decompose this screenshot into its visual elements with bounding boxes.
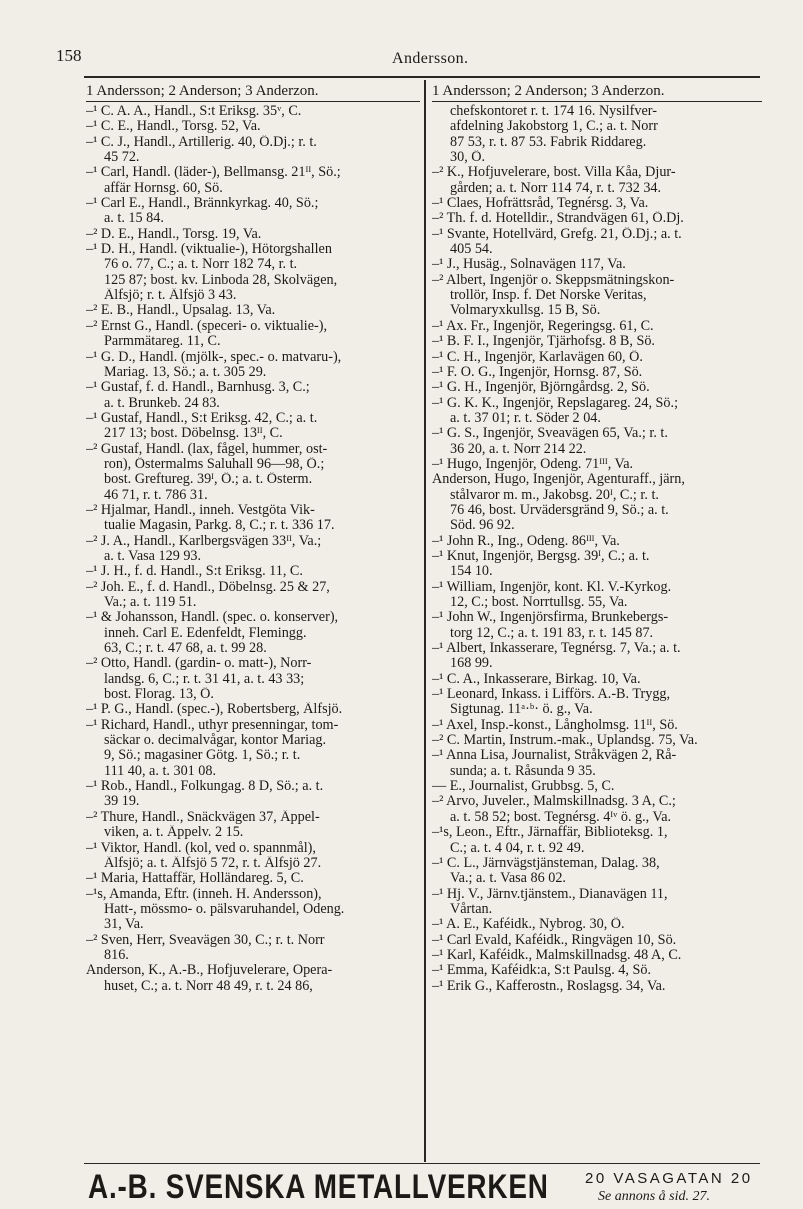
directory-line: 30, Ö. [450, 150, 486, 166]
directory-line: –¹ G. H., Ingenjör, Björngårdsg. 2, Sö. [432, 380, 650, 396]
directory-line: torg 12, C.; a. t. 191 83, r. t. 145 87. [450, 625, 654, 641]
directory-line: Hatt-, mössmo- o. pälsvaruhandel, Odeng. [104, 901, 345, 917]
advertisement-company: A.-B. SVENSKA METALLVERKEN [88, 1168, 549, 1206]
directory-line: –¹ Rob., Handl., Folkungag. 8 D, Sö.; a. t. [86, 779, 324, 795]
directory-line: –² Thure, Handl., Snäckvägen 37, Äppel- [86, 809, 320, 825]
directory-line: 9, Sö.; magasiner Götg. 1, Sö.; r. t. [104, 748, 301, 764]
directory-line: –¹ Carl E., Handl., Brännkyrkag. 40, Sö.; [86, 196, 319, 212]
directory-line: –¹ C. H., Ingenjör, Karlavägen 60, Ö. [432, 349, 643, 365]
directory-line: a. t. Brunkeb. 24 83. [104, 395, 220, 411]
directory-line: Vårtan. [450, 901, 493, 917]
directory-line: –¹ Carl, Handl. (läder-), Bellmansg. 21ᴵᴵ, Sö.; [86, 165, 341, 181]
directory-line: –¹ P. G., Handl. (spec.-), Robertsberg, Älfsjö. [86, 702, 343, 718]
directory-line: –² C. Martin, Instrum.-mak., Uplandsg. 75, Va. [432, 733, 698, 749]
directory-line: ron), Östermalms Saluhall 96—98, Ö.; [104, 456, 325, 472]
column-header: 1 Andersson; 2 Anderson; 3 Anderzon. [432, 83, 665, 99]
bottom-rule [84, 1163, 760, 1164]
directory-line: 816. [104, 947, 129, 963]
directory-line: –² Albert, Ingenjör o. Skeppsmätningskon- [432, 272, 675, 288]
directory-line: 39 19. [104, 794, 140, 810]
directory-line: –¹ J. H., f. d. Handl., S:t Eriksg. 11, C. [86, 564, 303, 580]
directory-line: 46 71, r. t. 786 31. [104, 487, 208, 503]
directory-line: –¹ Richard, Handl., uthyr presenningar, tom- [86, 717, 339, 733]
right-column [432, 83, 762, 994]
directory-line: inneh. Carl E. Edenfeldt, Flemingg. [104, 625, 307, 641]
column-header: 1 Andersson; 2 Anderson; 3 Anderzon. [86, 83, 319, 99]
directory-line: 168 99. [450, 656, 493, 672]
directory-line: affär Hornsg. 60, Sö. [104, 180, 223, 196]
directory-line: –¹ Leonard, Inkass. i Lifförs. A.-B. Trygg, [432, 687, 671, 703]
directory-line: Sigtunag. 11ᵃ·ᵇ· ö. g., Va. [450, 702, 593, 718]
directory-line: –¹s, Amanda, Eftr. (inneh. H. Andersson), [86, 886, 322, 902]
advertisement-address: 20 VASAGATAN 20 [585, 1170, 753, 1187]
directory-line: –¹ Gustaf, Handl., S:t Eriksg. 42, C.; a. t. [86, 410, 318, 426]
directory-line: C.; a. t. 4 04, r. t. 92 49. [450, 840, 585, 856]
directory-line: a. t. 58 52; bost. Tegnérsg. 4ᴵᵛ ö. g., Va. [450, 809, 672, 825]
directory-line: –² Gustaf, Handl. (lax, fågel, hummer, ost- [86, 441, 328, 457]
directory-line: 87 53, r. t. 87 53. Fabrik Riddareg. [450, 134, 647, 150]
directory-line: — E., Journalist, Grubbsg. 5, C. [432, 779, 615, 795]
directory-line: –¹ A. E., Kaféidk., Nybrog. 30, Ö. [432, 917, 625, 933]
directory-line: Älfsjö; r. t. Älfsjö 3 43. [104, 288, 237, 304]
directory-line: säckar o. decimalvågar, kontor Mariag. [104, 733, 327, 749]
directory-line: 12, C.; bost. Norrtullsg. 55, Va. [450, 595, 628, 610]
directory-line: –¹ C. A. A., Handl., S:t Eriksg. 35ᵛ, C. [86, 104, 302, 119]
left-column [86, 83, 420, 994]
directory-line: gården; a. t. Norr 114 74, r. t. 732 34. [450, 180, 662, 196]
directory-line: 125 87; bost. kv. Linboda 28, Skolvägen, [104, 272, 338, 288]
page-number: 158 [56, 46, 82, 65]
directory-line: huset, C.; a. t. Norr 48 49, r. t. 24 86, [104, 978, 313, 994]
directory-line: –¹ Viktor, Handl. (kol, ved o. spannmål), [86, 840, 316, 856]
directory-line: 154 10. [450, 564, 493, 580]
directory-line: –² E. B., Handl., Upsalag. 13, Va. [86, 303, 276, 319]
advertisement-note: Se annons å sid. 27. [598, 1189, 710, 1204]
directory-line: –¹ Albert, Inkasserare, Tegnérsg. 7, Va.; a. t. [432, 641, 681, 657]
directory-line: –² D. E., Handl., Torsg. 19, Va. [86, 226, 262, 242]
directory-line: Älfsjö; a. t. Älfsjö 5 72, r. t. Älfsjö 27. [104, 855, 322, 871]
directory-line: –¹ Svante, Hotellvärd, Grefg. 21, Ö.Dj.; a. t. [432, 226, 682, 242]
directory-line: a. t. Vasa 129 93. [104, 548, 202, 564]
directory-line: landsg. 6, C.; r. t. 31 41, a. t. 43 33; [104, 671, 305, 687]
directory-line: –¹ John W., Ingenjörsfirma, Brunkebergs- [432, 610, 669, 626]
directory-line: –¹ G. D., Handl. (mjölk-, spec.- o. matvaru-), [86, 349, 342, 365]
directory-line: –¹s, Leon., Eftr., Järnaffär, Biblioteksg. 1, [432, 825, 668, 841]
directory-line: 111 40, a. t. 301 08. [104, 763, 217, 779]
directory-line: bost. Florag. 13, Ö. [104, 687, 214, 703]
directory-line: –¹ C. J., Handl., Artillerig. 40, Ö.Dj.; r. t. [86, 134, 317, 150]
directory-line: –² Joh. E., f. d. Handl., Döbelnsg. 25 & 27, [86, 579, 330, 595]
directory-line: –¹ Claes, Hofrättsråd, Tegnérsg. 3, Va. [432, 196, 649, 212]
directory-line: stålvaror m. m., Jakobsg. 20ᴵ, C.; r. t. [450, 487, 659, 503]
directory-line: –² Hjalmar, Handl., inneh. Vestgöta Vik- [86, 502, 315, 518]
directory-line: –² Ernst G., Handl. (speceri- o. viktualie-), [86, 318, 328, 334]
directory-line: –¹ Hj. V., Järnv.tjänstem., Dianavägen 11, [432, 886, 668, 902]
directory-line: Anderson, K., A.-B., Hofjuvelerare, Opera- [86, 963, 333, 979]
directory-line: –¹ & Johansson, Handl. (spec. o. konserver), [86, 610, 339, 626]
directory-line: –¹ J., Husäg., Solnavägen 117, Va. [432, 257, 626, 273]
directory-line: 36 20, a. t. Norr 214 22. [450, 441, 587, 457]
directory-line: 76 46, bost. Urvädersgränd 9, Sö.; a. t. [450, 502, 669, 518]
directory-line: trollör, Insp. f. Det Norske Veritas, [450, 288, 647, 304]
directory-line: –² K., Hofjuvelerare, bost. Villa Kåa, Djur- [432, 165, 676, 181]
column-header-rule [432, 101, 762, 102]
directory-line: –¹ Axel, Insp.-konst., Långholmsg. 11ᴵᴵ, Sö. [432, 717, 678, 733]
directory-line: –¹ D. H., Handl. (viktualie-), Hötorgshallen [86, 242, 332, 258]
directory-line: 217 13; bost. Döbelnsg. 13ᴵᴵ, C. [104, 426, 283, 442]
advertisement-banner [88, 1168, 764, 1206]
directory-line: Va.; a. t. Vasa 86 02. [450, 871, 566, 887]
directory-line: –¹ Anna Lisa, Journalist, Stråkvägen 2, Rå- [432, 748, 677, 764]
directory-line: a. t. 37 01; r. t. Söder 2 04. [450, 410, 601, 426]
directory-line: Va.; a. t. 119 51. [104, 595, 197, 610]
running-head: Andersson. [392, 50, 469, 67]
directory-line: –² Otto, Handl. (gardin- o. matt-), Norr- [86, 656, 312, 672]
directory-line: –¹ John R., Ing., Odeng. 86ᴵᴵᴵ, Va. [432, 533, 620, 549]
directory-line: Parmmätareg. 11, C. [104, 334, 221, 350]
directory-line: –¹ C. L., Järnvägstjänsteman, Dalag. 38, [432, 855, 660, 871]
directory-line: afdelning Jakobstorg 1, C.; a. t. Norr [450, 119, 658, 135]
directory-line: 405 54. [450, 242, 493, 258]
directory-line: –¹ G. K. K., Ingenjör, Repslagareg. 24, Sö.; [432, 395, 679, 411]
directory-line: –¹ Emma, Kaféidk:a, S:t Paulsg. 4, Sö. [432, 963, 652, 979]
directory-line: –¹ Hugo, Ingenjör, Odeng. 71ᴵᴵᴵ, Va. [432, 456, 634, 472]
directory-line: –¹ Gustaf, f. d. Handl., Barnhusg. 3, C.; [86, 380, 310, 396]
directory-line: Anderson, Hugo, Ingenjör, Agenturaff., järn, [432, 472, 685, 488]
column-divider [424, 80, 426, 1162]
directory-line: –² Sven, Herr, Sveavägen 30, C.; r. t. Norr [86, 932, 325, 948]
directory-line: –¹ F. O. G., Ingenjör, Hornsg. 87, Sö. [432, 364, 643, 380]
directory-line: Volmaryxkullsg. 15 B, Sö. [450, 303, 601, 319]
directory-line: –¹ B. F. I., Ingenjör, Tjärhofsg. 8 B, Sö. [432, 334, 655, 350]
directory-line: 76 o. 77, C.; a. t. Norr 182 74, r. t. [104, 257, 298, 273]
directory-line: sunda; a. t. Råsunda 9 35. [450, 763, 596, 779]
directory-line: viken, a. t. Äppelv. 2 15. [104, 825, 244, 841]
directory-line: –¹ C. E., Handl., Torsg. 52, Va. [86, 119, 261, 135]
directory-line: 45 72. [104, 150, 140, 166]
directory-line: 63, C.; r. t. 47 68, a. t. 99 28. [104, 641, 267, 657]
directory-line: –¹ Karl, Kaféidk., Malmskillnadsg. 48 A, C. [432, 947, 682, 963]
directory-line: –² J. A., Handl., Karlbergsvägen 33ᴵᴵ, Va.; [86, 533, 322, 549]
directory-line: bost. Greftureg. 39ᴵ, Ö.; a. t. Österm. [104, 472, 313, 488]
directory-line: –¹ G. S., Ingenjör, Sveavägen 65, Va.; r. t. [432, 426, 668, 442]
directory-line: 31, Va. [104, 917, 144, 933]
directory-line: chefskontoret r. t. 174 16. Nysilfver- [450, 104, 657, 119]
directory-line: a. t. 15 84. [104, 211, 164, 227]
directory-line: –¹ C. A., Inkasserare, Birkag. 10, Va. [432, 671, 641, 687]
directory-line: Mariag. 13, Sö.; a. t. 305 29. [104, 364, 267, 380]
directory-line: –¹ Carl Evald, Kaféidk., Ringvägen 10, Sö. [432, 932, 677, 948]
directory-line: –² Th. f. d. Hotelldir., Strandvägen 61, Ö.Dj. [432, 211, 684, 227]
column-header-rule [86, 101, 420, 102]
top-rule [84, 76, 760, 78]
directory-line: –² Arvo, Juveler., Malmskillnadsg. 3 A, C.; [432, 794, 676, 810]
directory-line: –¹ Knut, Ingenjör, Bergsg. 39ᴵ, C.; a. t. [432, 548, 650, 564]
directory-line: –¹ William, Ingenjör, kont. Kl. V.-Kyrkog. [432, 579, 672, 595]
directory-line: –¹ Ax. Fr., Ingenjör, Regeringsg. 61, C. [432, 318, 654, 334]
directory-line: tualie Magasin, Parkg. 8, C.; r. t. 336 17. [104, 518, 335, 534]
directory-line: Söd. 96 92. [450, 518, 515, 534]
directory-line: –¹ Maria, Hattaffär, Holländareg. 5, C. [86, 871, 304, 887]
directory-line: –¹ Erik G., Kafferostn., Roslagsg. 34, Va. [432, 978, 666, 994]
